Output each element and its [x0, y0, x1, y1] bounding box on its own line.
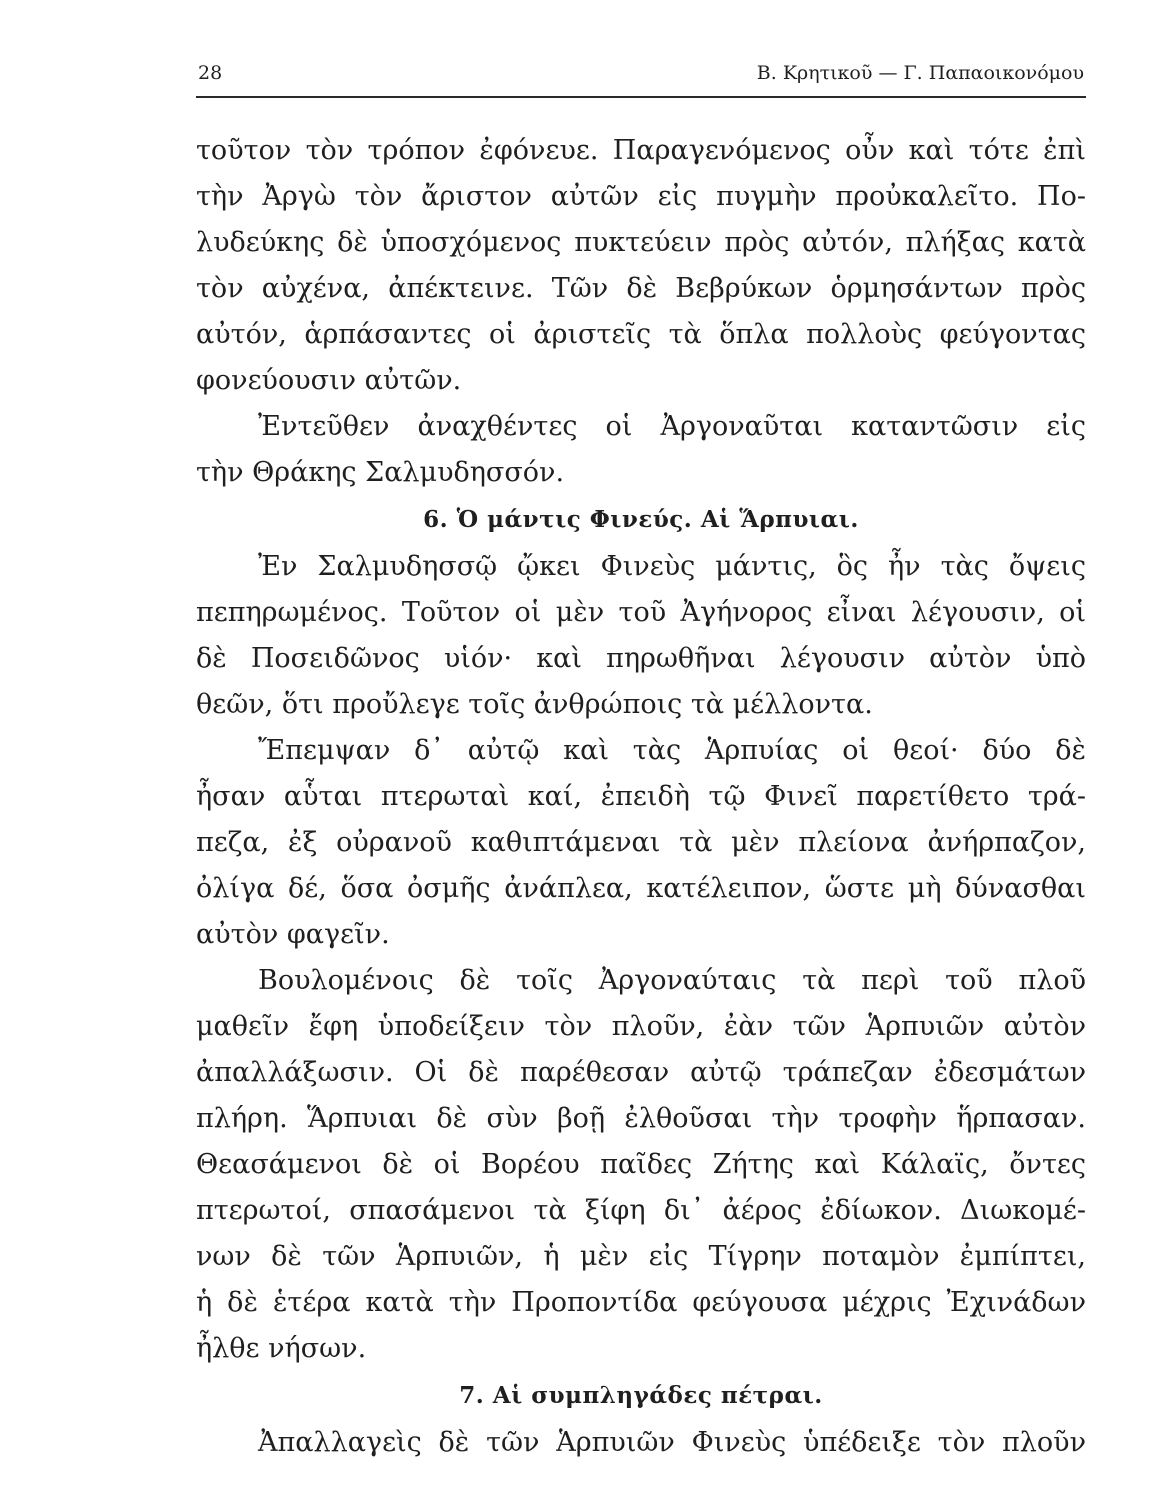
text-line: ἡ δὲ ἑτέρα κατὰ τὴν Προποντίδα φεύγουσα μέχρις Ἐχινάδων	[196, 1287, 1086, 1318]
text-line: τὴν Θράκης Σαλμυδησσόν.	[196, 457, 565, 488]
text-line: φονεύουσιν αὐτῶν.	[196, 365, 462, 396]
section-heading-6: 6. Ὁ μάντις Φινεύς. Αἱ Ἅρπυιαι.	[423, 506, 859, 533]
text-line: Ἐν Σαλμυδησσῷ ᾤκει Φινεὺς μάντις, ὃς ἦν τὰς ὄψεις	[258, 551, 1086, 582]
text-line: τοῦτον τὸν τρόπον ἐφόνευε. Παραγενόμενος οὖν καὶ τότε ἐπὶ	[196, 135, 1086, 166]
text-line: Ἐντεῦθεν ἀναχθέντες οἱ Ἀργοναῦται καταντῶσιν εἰς	[258, 411, 1086, 442]
page-header	[196, 48, 1086, 98]
text-line: Βουλομένοις δὲ τοῖς Ἀργοναύταις τὰ περὶ τοῦ πλοῦ	[258, 965, 1086, 996]
text-line: νων δὲ τῶν Ἁρπυιῶν, ἡ μὲν εἰς Τίγρην ποταμὸν ἐμπίπτει,	[196, 1241, 1086, 1272]
text-line: αὐτὸν φαγεῖν.	[196, 919, 390, 950]
text-line: πλήρη. Ἅρπυιαι δὲ σὺν βοῇ ἐλθοῦσαι τὴν τροφὴν ἥρπασαν.	[196, 1103, 1086, 1134]
text-line: ἦλθε νήσων.	[196, 1333, 367, 1364]
text-line: θεῶν, ὅτι προὔλεγε τοῖς ἀνθρώποις τὰ μέλλοντα.	[196, 689, 873, 720]
text-line: πεζα, ἐξ οὐρανοῦ καθιπτάμεναι τὰ μὲν πλείονα ἀνήρπαζον,	[196, 827, 1086, 858]
text-line: Ἔπεμψαν δ᾽ αὐτῷ καὶ τὰς Ἁρπυίας οἱ θεοί· δύο δὲ	[258, 735, 1086, 766]
text-line: τὸν αὐχένα, ἀπέκτεινε. Τῶν δὲ Βεβρύκων ὁρμησάντων πρὸς	[196, 273, 1086, 304]
text-line: Θεασάμενοι δὲ οἱ Βορέου παῖδες Ζήτης καὶ Κάλαϊς, ὄντες	[196, 1149, 1086, 1180]
text-line: μαθεῖν ἔφη ὑποδείξειν τὸν πλοῦν, ἐὰν τῶν Ἁρπυιῶν αὐτὸν	[196, 1011, 1086, 1042]
text-line: ἀπαλλάξωσιν. Οἱ δὲ παρέθεσαν αὐτῷ τράπεζαν ἐδεσμάτων	[196, 1057, 1086, 1088]
text-line: τὴν Ἀργὼ τὸν ἄριστον αὐτῶν εἰς πυγμὴν προὐκαλεῖτο. Πο-	[196, 181, 1086, 212]
text-line: Ἀπαλλαγεὶς δὲ τῶν Ἁρπυιῶν Φινεὺς ὑπέδειξε τὸν πλοῦν	[258, 1427, 1086, 1458]
text-line: δὲ Ποσειδῶνος υἱόν· καὶ πηρωθῆναι λέγουσιν αὐτὸν ὑπὸ	[196, 643, 1086, 674]
section-heading-7: 7. Αἱ συμπληγάδες πέτραι.	[459, 1382, 823, 1409]
page-number: 28	[198, 62, 223, 84]
page-body	[196, 128, 1086, 1466]
text-line: λυδεύκης δὲ ὑποσχόμενος πυκτεύειν πρὸς αὐτόν, πλήξας κατὰ	[196, 227, 1086, 258]
running-title: Β. Κρητικοῦ — Γ. Παπαοικονόμου	[756, 62, 1084, 84]
text-line: ὀλίγα δέ, ὅσα ὀσμῆς ἀνάπλεα, κατέλειπον, ὥστε μὴ δύνασθαι	[196, 873, 1086, 904]
text-line: αὐτόν, ἁρπάσαντες οἱ ἀριστεῖς τὰ ὅπλα πολλοὺς φεύγοντας	[196, 319, 1086, 350]
text-line: ἦσαν αὗται πτερωταὶ καί, ἐπειδὴ τῷ Φινεῖ παρετίθετο τρά-	[196, 781, 1086, 812]
text-line: πτερωτοί, σπασάμενοι τὰ ξίφη δι᾽ ἀέρος ἐδίωκον. Διωκομέ-	[196, 1195, 1086, 1226]
text-line: πεπηρωμένος. Τοῦτον οἱ μὲν τοῦ Ἀγήνορος εἶναι λέγουσιν, οἱ	[196, 597, 1086, 628]
